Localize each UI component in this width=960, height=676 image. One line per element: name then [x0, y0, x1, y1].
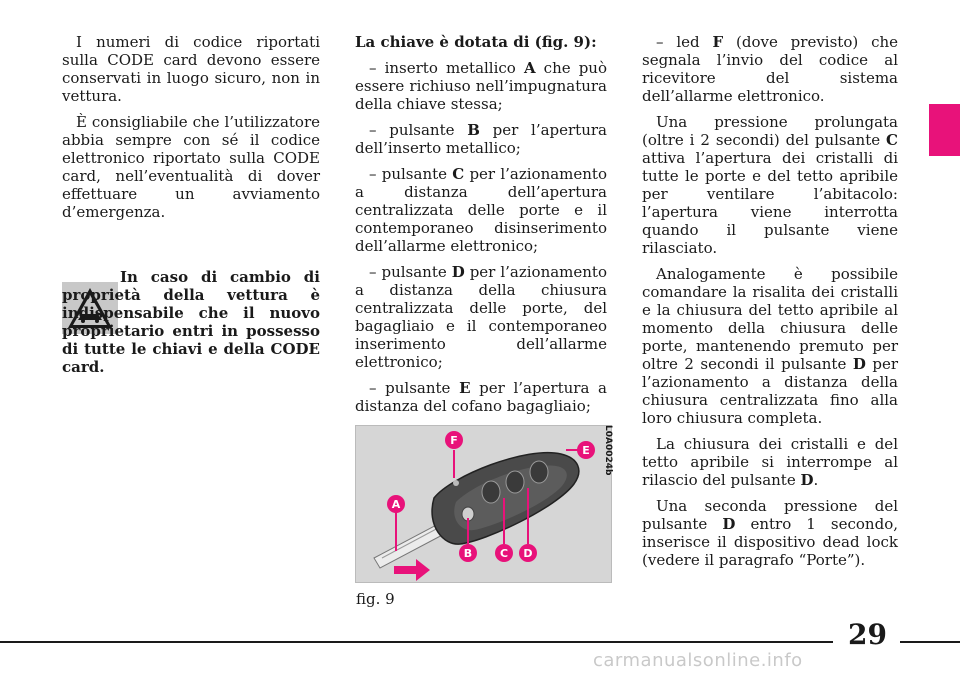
key: D: [722, 515, 736, 533]
intro-bold: La chiave è dotata di: [355, 33, 530, 51]
text: La chiusura dei cristalli e del tetto apribile si interrompe al rilascio del pulsante: [642, 435, 898, 489]
label-f: F: [450, 434, 458, 447]
label-c: C: [499, 547, 509, 560]
list-item: [355, 165, 607, 255]
item-prefix: – inserto metallico: [369, 59, 524, 77]
text: attiva l’apertura dei cristalli di tutte le porte e del tetto apribile per ventilare l’abitacolo: l’apertura viene interrotta quando il pulsante viene rilasciato.: [642, 149, 898, 257]
label-a: A: [391, 498, 401, 511]
item-prefix: – pulsante: [369, 165, 453, 183]
list-item: [355, 59, 607, 113]
text: entro 1 secondo, inserisce il dispositivo dead lock (vedere il paragrafo “Porte”).: [642, 515, 898, 569]
item-text: per l’apertura a distanza del cofano bagagliaio;: [355, 379, 607, 415]
item-key: C: [452, 165, 465, 183]
item-text: per l’azionamento a distanza dell’apertura centralizzata delle porte e il contemporaneo disinserimento dell’allarme elettronico;: [355, 165, 607, 255]
item-prefix: – pulsante: [369, 263, 452, 281]
text: Una seconda pressione del pulsante: [642, 497, 898, 533]
paragraph: I numeri di codice riportati sulla CODE card devono essere conservati in luogo sicuro, non in vettura.: [62, 33, 320, 105]
watermark: carmanualsonline.info: [593, 650, 803, 671]
figure-ref: fig. 9: [541, 33, 584, 51]
text: (dove previsto) che segnala l’invio del codice al ricevitore del sistema dell’allarme elettronico.: [642, 33, 899, 105]
text: .: [813, 471, 819, 489]
warning-box: [62, 268, 320, 376]
warning-text: In caso di cambio di proprietà della vettura è indispensabile che il nuovo proprietario entri in possesso di tutte le chiavi e della CODE card.: [62, 268, 320, 376]
paragraph: [642, 497, 898, 569]
item-prefix: – pulsante: [369, 121, 468, 139]
item-text: per l’apertura dell’inserto metallico;: [355, 121, 607, 157]
figure-caption: fig. 9: [356, 590, 395, 608]
label-d: D: [523, 547, 533, 560]
intro-ref-open: (: [529, 33, 542, 51]
text: – led: [656, 33, 713, 51]
item-text: che può essere richiuso nell’impugnatura della chiave stessa;: [355, 59, 607, 113]
key: F: [712, 33, 724, 51]
column-1: [62, 33, 320, 229]
paragraph: [642, 33, 898, 105]
text: per l’azionamento a distanza della chiusura centralizzata fino alla loro chiusura completa.: [642, 355, 899, 427]
label-e: E: [582, 444, 590, 457]
column-2: [355, 33, 607, 423]
footer-rule-right: [900, 641, 960, 643]
paragraph: È consigliabile che l’utilizzatore abbia sempre con sé il codice elettronico riportato sulla CODE card, nell’eventualità di dover effettuare un avviamento d’emergenza.: [62, 113, 320, 221]
item-key: D: [451, 263, 465, 281]
section-tab: [929, 104, 960, 156]
page-number: 29: [848, 618, 887, 651]
item-key: B: [467, 121, 480, 139]
key: D: [852, 355, 866, 373]
column-3: [642, 33, 898, 577]
item-key: E: [459, 379, 471, 397]
label-b: B: [463, 547, 473, 560]
intro-ref-close: ):: [584, 33, 597, 51]
figure-code: L0A0024b: [603, 425, 613, 476]
list-item: [355, 379, 607, 415]
list-item: [355, 121, 607, 157]
item-text: per l’azionamento a distanza della chiusura centralizzata delle porte, del bagagliaio e il contemporaneo inserimento dell’allarme elettronico;: [355, 263, 607, 371]
item-key: A: [523, 59, 536, 77]
paragraph: [642, 435, 898, 489]
intro-line: [355, 33, 607, 51]
paragraph: [642, 265, 898, 427]
key: C: [886, 131, 898, 149]
item-prefix: – pulsante: [369, 379, 460, 397]
key: D: [800, 471, 814, 489]
text: Una pressione prolungata (oltre i 2 secondi) del pulsante: [642, 113, 898, 149]
paragraph: [642, 113, 898, 257]
list-item: [355, 263, 607, 371]
key-illustration: [356, 426, 611, 582]
footer-rule: [0, 641, 833, 643]
text: Analogamente è possibile comandare la risalita dei cristalli e la chiusura del tetto apribile al momento della chiusura delle porte, mantenendo premuto per oltre 2 secondi il pulsante: [642, 265, 898, 373]
key-figure: [355, 425, 612, 583]
